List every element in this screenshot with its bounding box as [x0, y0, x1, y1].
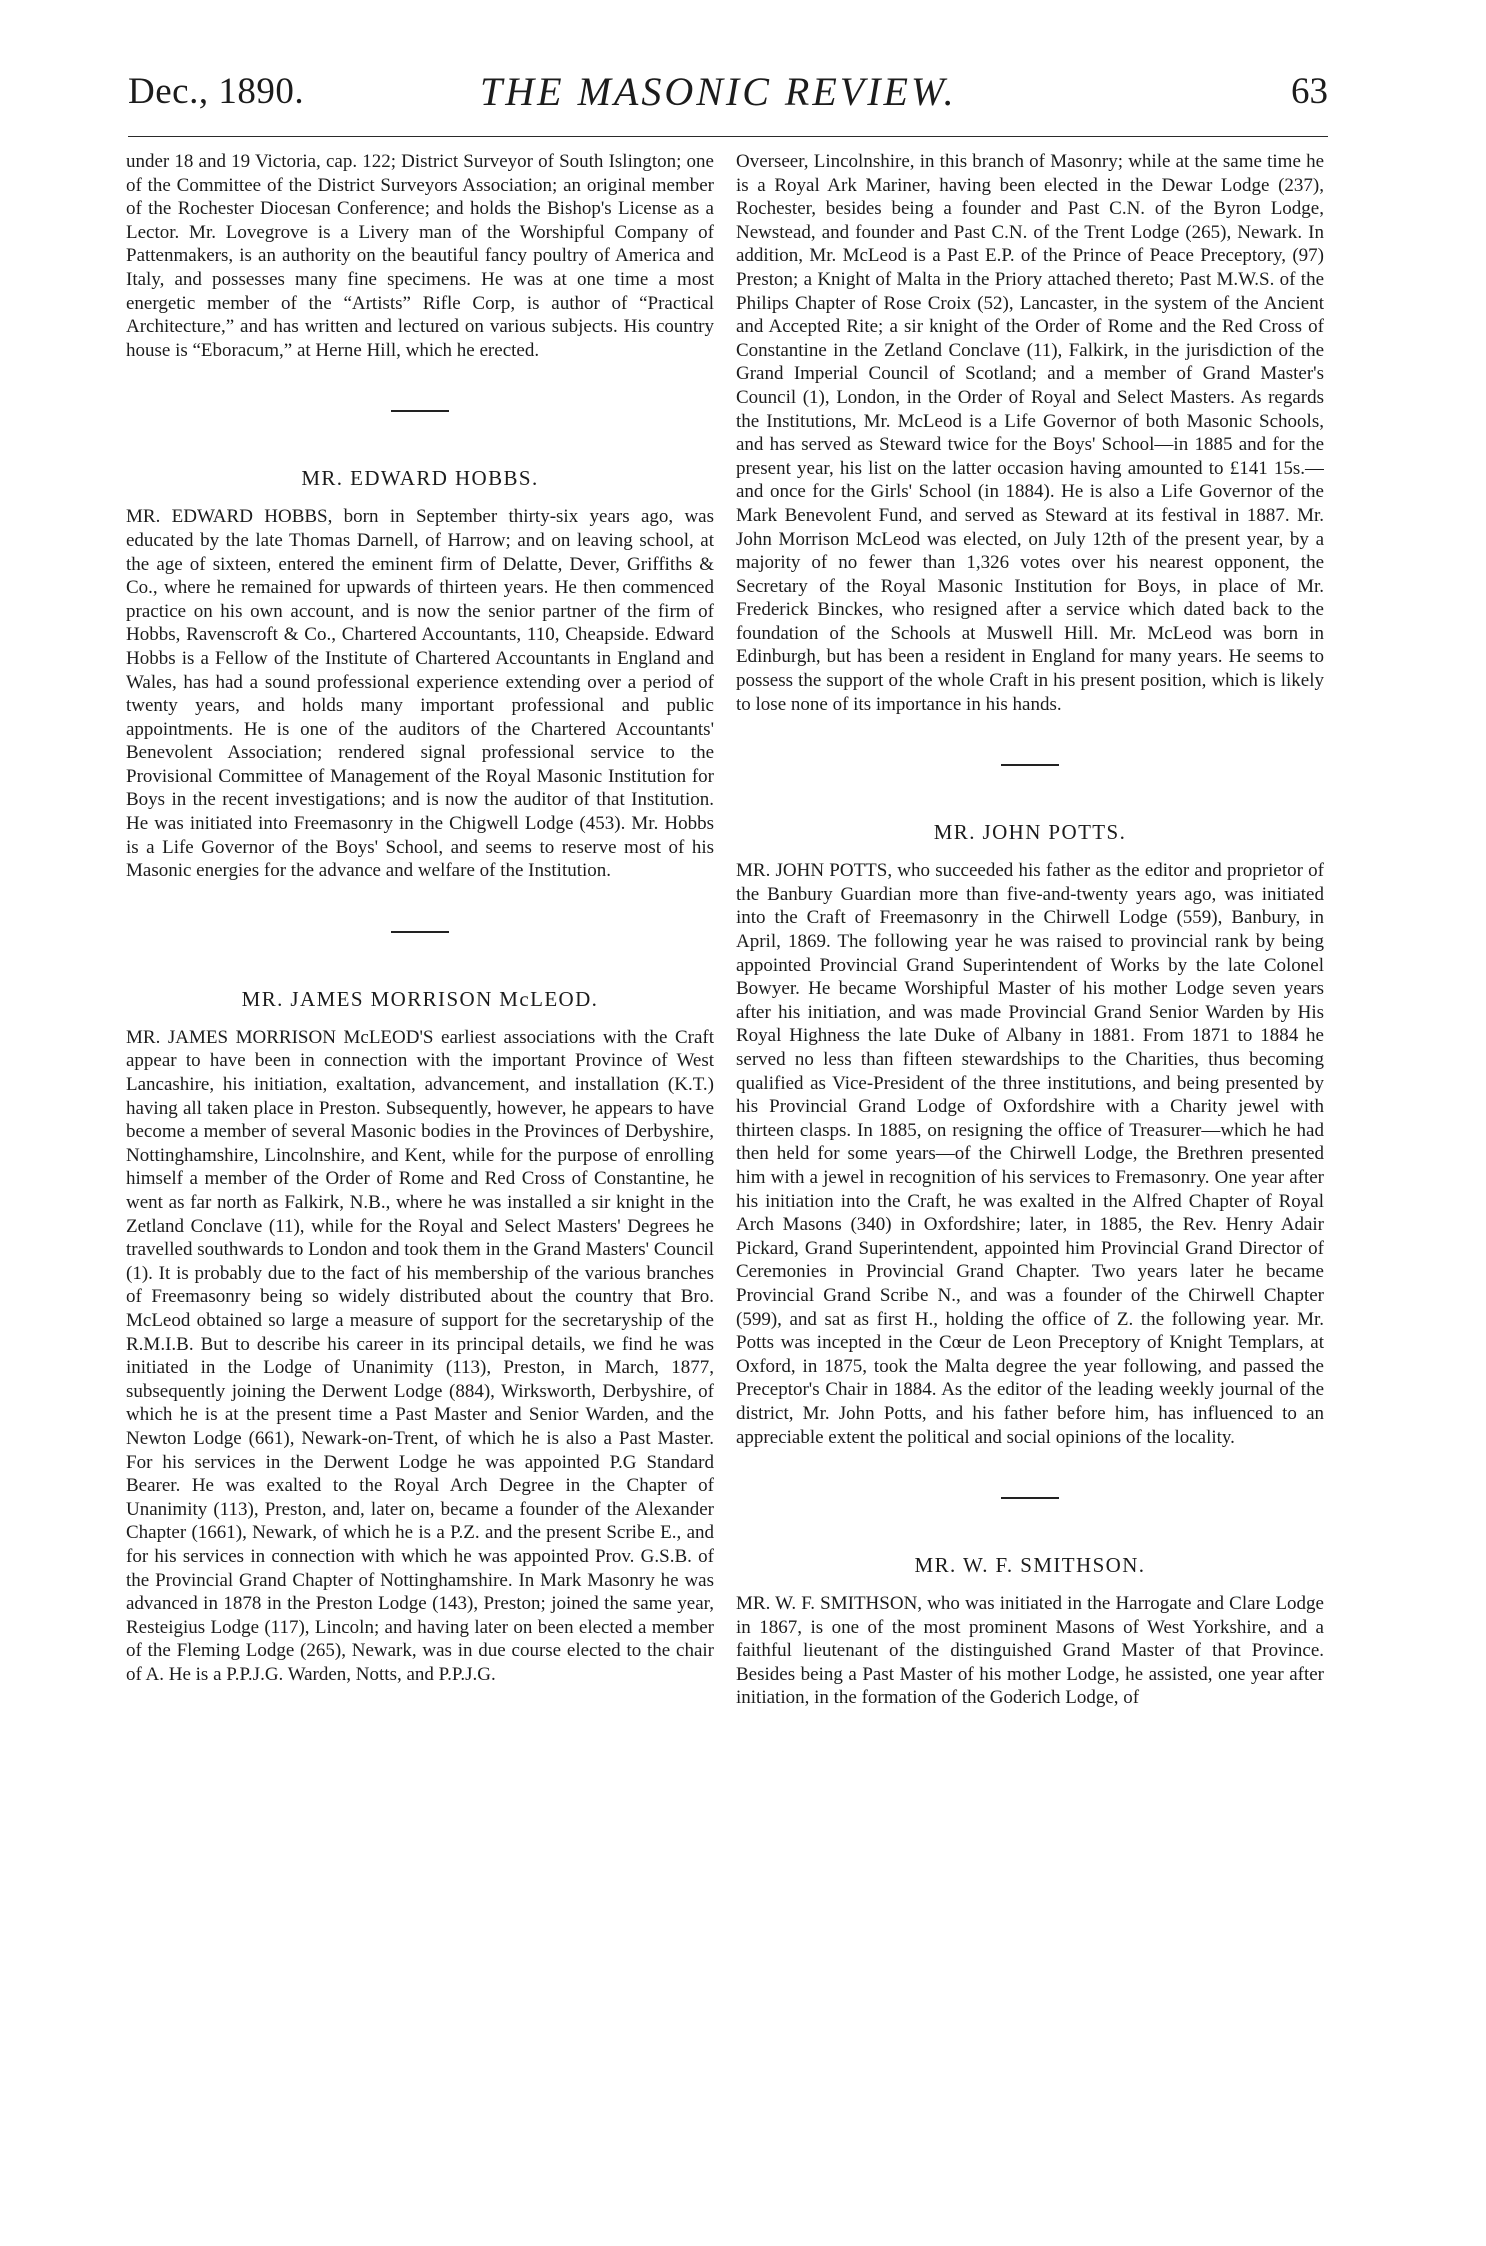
- left-column: [126, 150, 714, 2210]
- smithson-paragraph: MR. W. F. SMITHSON, who was initiated in the Harrogate and Clare Lodge in 1867, is one of the most prominent Masons of West Yorkshire, and a faithful lieutenant of the distinguished Grand Master of that Province. Besides being a Past Master of his mother Lodge, he assisted, one year after initiation, in the formation of the Goderich Lodge, of: [736, 1593, 1324, 1709]
- page-number: 63: [1291, 71, 1328, 112]
- section-heading-smithson: MR. W. F. SMITHSON.: [914, 1553, 1146, 1578]
- right-column: [736, 150, 1324, 2210]
- mcleod-paragraph: MR. JAMES MORRISON McLEOD'S earliest associations with the Craft appear to have been in connection with the important Province of West Lancashire, his initiation, exaltation, advancement, and installation (K.T.) having all taken place in Preston. Subsequently, however, he appears to have become a member of several Masonic bodies in the Provinces of Derbyshire, Nottinghamshire, Lincolnshire, and Kent, while for the purpose of enrolling himself a member of the Order of Rome and Red Cross of Constantine, he went as far north as Falkirk, N.B., where he was installed a sir knight in the Zetland Conclave (11), while for the Royal and Select Masters' Degrees he travelled southwards to London and took them in the Grand Masters' Council (1). It is probably due to the fact of his membership of the various branches of Freemasonry being so widely distributed about the country that Bro. McLeod obtained so large a measure of support for the secretaryship of the R.M.I.B. But to describe his career in its principal details, we find he was initiated in the Lodge of Unanimity (113), Preston, in March, 1877, subsequently joining the Derwent Lodge (884), Wirksworth, Derbyshire, of which he is at the present time a Past Master and Senior Warden, and the Newton Lodge (661), Newark-on-Trent, of which he is also a Past Master. For his services in the Derwent Lodge he was appointed P.G Standard Bearer. He was exalted to the Royal Arch Degree in the Chapter of Unanimity (113), Preston, and, later on, became a founder of the Alexander Chapter (1661), Newark, of which he is a P.Z. and the present Scribe E., and for his services in connection with which he was appointed Prov. G.S.B. of the Provincial Grand Chapter of Nottinghamshire. In Mark Masonry he was advanced in 1878 in the Preston Lodge (143), Preston; joined the same year, Resteigius Lodge (117), Lincoln; and having later on been elected a member of the Fleming Lodge (265), Newark, was in due course elected to the chair of A. He is a P.P.J.G. Warden, Notts, and P.P.J.G.: [126, 1026, 714, 1685]
- section-divider: [391, 410, 449, 412]
- running-header: [128, 64, 1328, 134]
- section-divider: [1001, 1497, 1059, 1499]
- section-heading-mcleod: MR. JAMES MORRISON McLEOD.: [241, 986, 599, 1011]
- publication-title: THE MASONIC REVIEW.: [480, 69, 957, 114]
- section-heading-hobbs: MR. EDWARD HOBBS.: [301, 466, 539, 491]
- lovegrove-continued-paragraph: under 18 and 19 Victoria, cap. 122; District Surveyor of South Islington; one of the Committee of the District Surveyors Association; an original member of the Rochester Diocesan Conference; and holds the Bishop's License as a Lector. Mr. Lovegrove is a Livery man of the Worshipful Company of Pattenmakers, is an authority on the beautiful fancy poultry of America and Italy, and possesses many fine specimens. He was at one time a most energetic member of the “Artists” Rifle Corp, is author of “Practical Architecture,” and has written and lectured on various subjects. His country house is “Eboracum,” at Herne Hill, which he erected.: [126, 151, 714, 361]
- issue-date: Dec., 1890.: [128, 71, 305, 112]
- section-divider: [391, 931, 449, 933]
- mcleod-continued-paragraph: Overseer, Lincolnshire, in this branch of Masonry; while at the same time he is a Royal Ark Mariner, having been elected in the Dewar Lodge (237), Rochester, besides being a founder and Past C.N. of the Byron Lodge, Newstead, and founder and Past C.N. of the Trent Lodge (265), Newark. In addition, Mr. McLeod is a Past E.P. of the Prince of Peace Preceptory, (97) Preston; a Knight of Malta in the Priory attached thereto; Past M.W.S. of the Philips Chapter of Rose Croix (52), Lancaster, in the system of the Ancient and Accepted Rite; a sir knight of the Order of Rome and the Red Cross of Constantine in the Zetland Conclave (11), Falkirk, in the jurisdiction of the Grand Imperial Council of Scotland; and a member of Grand Master's Council (1), London, in the Order of Royal and Select Masters. As regards the Institutions, Mr. McLeod is a Life Governor of both Masonic Schools, and has served as Steward twice for the Boys' School—in 1885 and for the present year, his list on the latter occasion having amounted to £141 15s.—and once for the Girls' School (in 1884). He is also a Life Governor of the Mark Benevolent Fund, and served as Steward at its festival in 1887. Mr. John Morrison McLeod was elected, on July 12th of the present year, by a majority of no fewer than 1,326 votes over his nearest opponent, the Secretary of the Royal Masonic Institution for Boys, in place of Mr. Frederick Binckes, who resigned after a service which dated back to the foundation of the Schools at Muswell Hill. Mr. McLeod was born in Edinburgh, but has been a resident in England for many years. He seems to possess the support of the whole Craft in his present position, which is likely to lose none of its importance in his hands.: [736, 151, 1324, 715]
- section-heading-potts: MR. JOHN POTTS.: [933, 820, 1127, 845]
- section-divider: [1001, 764, 1059, 766]
- hobbs-paragraph: MR. EDWARD HOBBS, born in September thirty-six years ago, was educated by the late Thomas Darnell, of Harrow; and on leaving school, at the age of sixteen, entered the eminent firm of Delatte, Dever, Griffiths & Co., where he remained for upwards of thirteen years. He then commenced practice on his own account, and is now the senior partner of the firm of Hobbs, Ravenscroft & Co., Chartered Accountants, 110, Cheapside. Edward Hobbs is a Fellow of the Institute of Chartered Accountants in England and Wales, has had a sound professional experience extending over a period of twenty years, and holds many important professional and public appointments. He is one of the auditors of the Chartered Accountants' Benevolent Association; rendered signal professional service to the Provisional Committee of Management of the Royal Masonic Institution for Boys in the recent investigations; and is now the auditor of that Institution. He was initiated into Freemasonry in the Chigwell Lodge (453). Mr. Hobbs is a Life Governor of the Boys' School, and seems to reserve most of his Masonic energies for the advance and welfare of the Institution.: [126, 506, 714, 882]
- header-rule: [128, 136, 1328, 137]
- potts-paragraph: MR. JOHN POTTS, who succeeded his father as the editor and proprietor of the Banbury Guardian more than five-and-twenty years ago, was initiated into the Craft of Freemasonry in the Chirwell Lodge (559), Banbury, in April, 1869. The following year he was raised to provincial rank by being appointed Provincial Grand Superintendent of Works by the late Colonel Bowyer. He became Worshipful Master of his mother Lodge seven years after his initiation, and was made Provincial Grand Senior Warden by His Royal Highness the late Duke of Albany in 1881. From 1871 to 1884 he served no less than fifteen stewardships to the Charities, thus becoming qualified as Vice-President of the three institutions, and being presented by his Provincial Grand Lodge of Oxfordshire with a Charity jewel with thirteen clasps. In 1885, on resigning the office of Treasurer—which he had then held for some years—of the Chirwell Lodge, the Brethren presented him with a jewel in recognition of his services to Fremasonry. One year after his initiation into the Craft, he was exalted in the Alfred Chapter of Royal Arch Masons (340) in Oxfordshire; later, in 1885, the Rev. Henry Adair Pickard, Grand Superintendent, appointed him Provincial Grand Director of Ceremonies in Provincial Grand Chapter. Two years later he became Provincial Grand Scribe N., and was a founder of the Chirwell Chapter (599), and sat as first H., holding the office of Z. the following year. Mr. Potts was incepted in the Cœur de Leon Preceptory of Knight Templars, at Oxford, in 1875, took the Malta degree the year following, and passed the Preceptor's Chair in 1884. As the editor of the leading weekly journal of the district, Mr. John Potts, and his father before him, has influenced to an appreciable extent the political and social opinions of the locality.: [736, 860, 1324, 1448]
